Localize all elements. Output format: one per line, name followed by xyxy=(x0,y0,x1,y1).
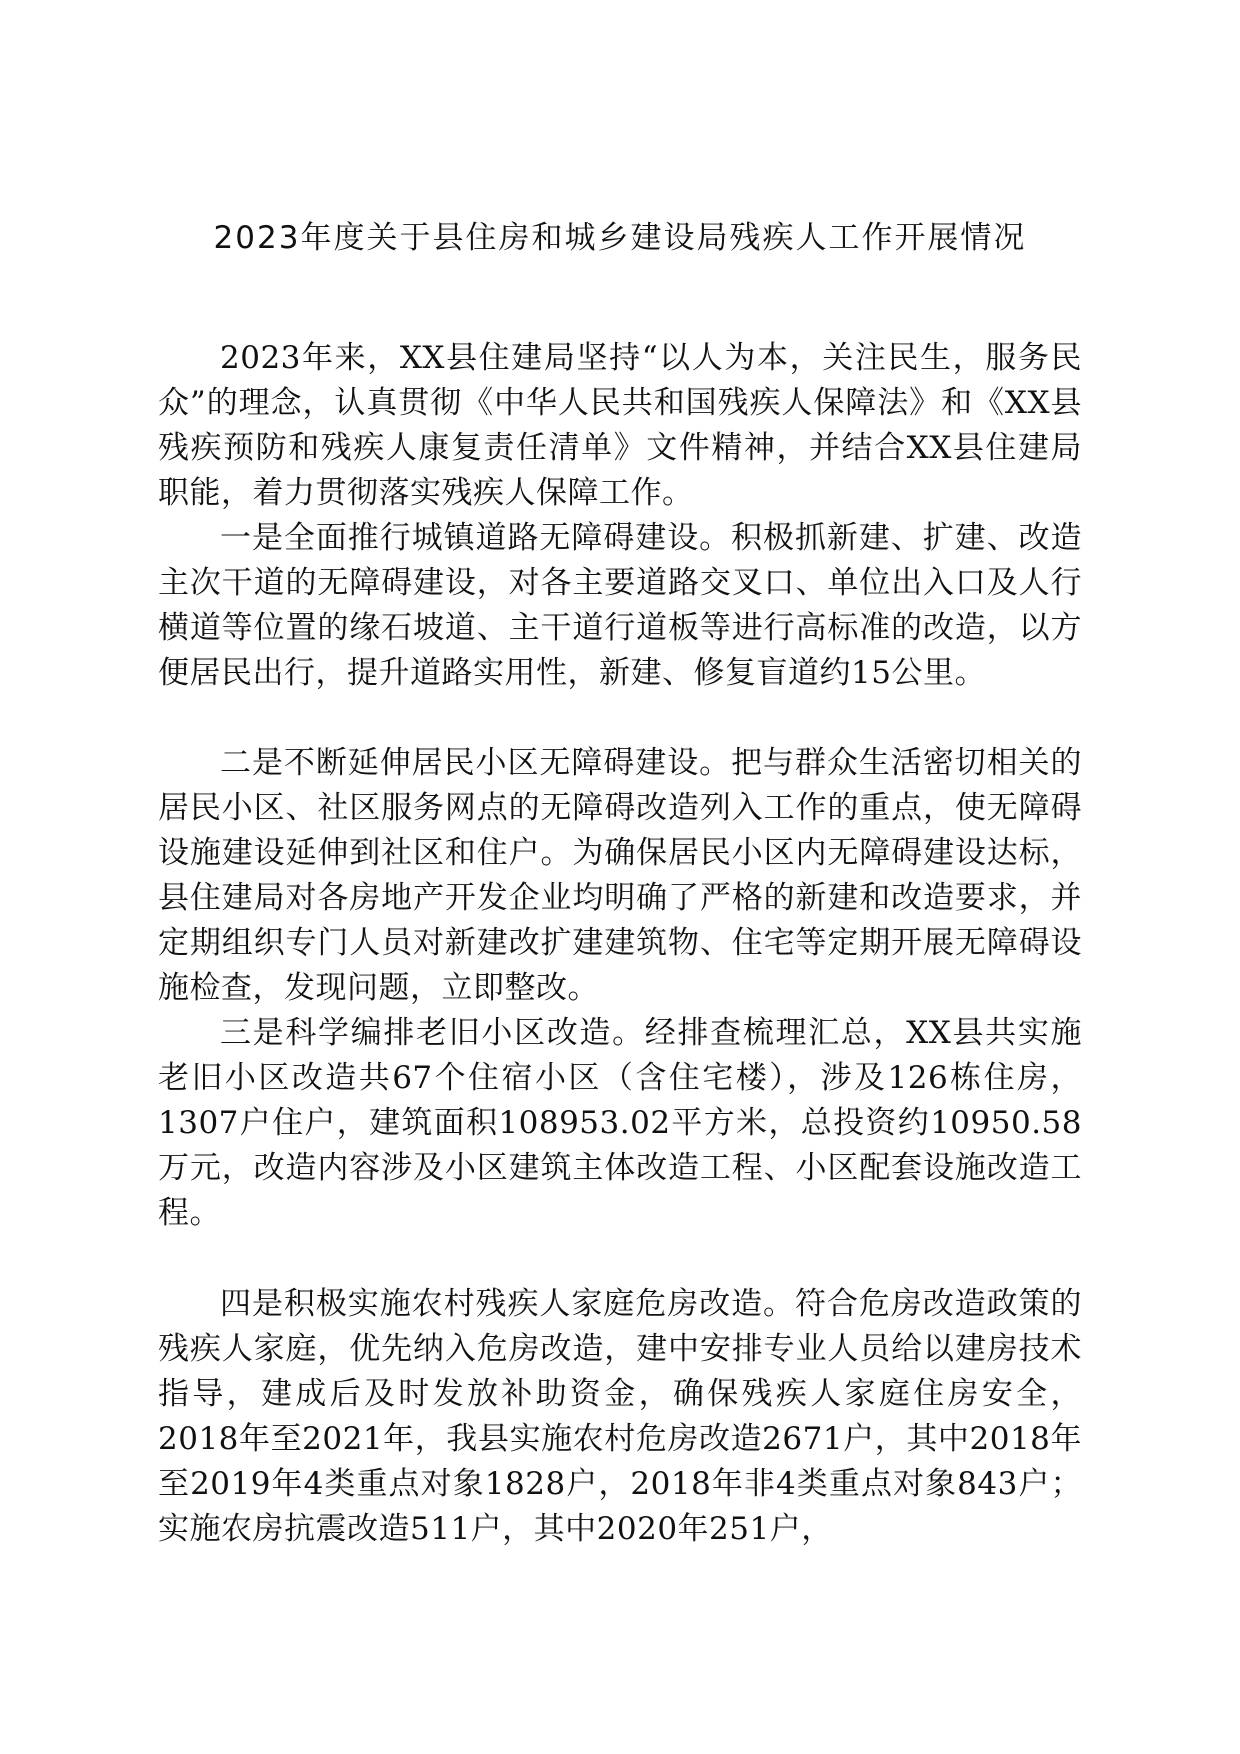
paragraph-intro: 2023年来，XX县住建局坚持“以人为本，关注民生，服务民众”的理念，认真贯彻《中华人民共和国残疾人保障法》和《XX县残疾预防和残疾人康复责任清单》文件精神，并结合XX县住建局职能，着力贯彻落实残疾人保障工作。 xyxy=(158,340,1082,511)
paragraph-road-accessibility: 一是全面推行城镇道路无障碍建设。积极抓新建、扩建、改造主次干道的无障碍建设，对各主要道路交叉口、单位出入口及人行横道等位置的缘石坡道、主干道行道板等进行高标准的改造，以方便居民出行，提升道路实用性，新建、修复盲道约15公里。 xyxy=(158,520,1082,691)
document-title: 2023年度关于县住房和城乡建设局残疾人工作开展情况 xyxy=(213,220,1027,256)
paragraph-old-community-renovation: 三是科学编排老旧小区改造。经排查梳理汇总，XX县共实施老旧小区改造共67个住宿小区（含住宅楼），涉及126栋住房，1307户住户，建筑面积108953.02平方米，总投资约10950.58万元，改造内容涉及小区建筑主体改造工程、小区配套设施改造工程。 xyxy=(158,1015,1082,1231)
paragraph-rural-housing-renovation: 四是积极实施农村残疾人家庭危房改造。符合危房改造政策的残疾人家庭，优先纳入危房改造，建中安排专业人员给以建房技术指导，建成后及时发放补助资金，确保残疾人家庭住房安全，2018年至2021年，我县实施农村危房改造2671户，其中2018年至2019年4类重点对象1828户，2018年非4类重点对象843户；实施农房抗震改造511户，其中2020年251户， xyxy=(158,1286,1082,1547)
paragraph-residential-accessibility: 二是不断延伸居民小区无障碍建设。把与群众生活密切相关的居民小区、社区服务网点的无障碍改造列入工作的重点，使无障碍设施建设延伸到社区和住户。为确保居民小区内无障碍建设达标，县住建局对各房地产开发企业均明确了严格的新建和改造要求，并定期组织专门人员对新建改扩建建筑物、住宅等定期开展无障碍设施检查，发现问题，立即整改。 xyxy=(158,745,1082,1006)
